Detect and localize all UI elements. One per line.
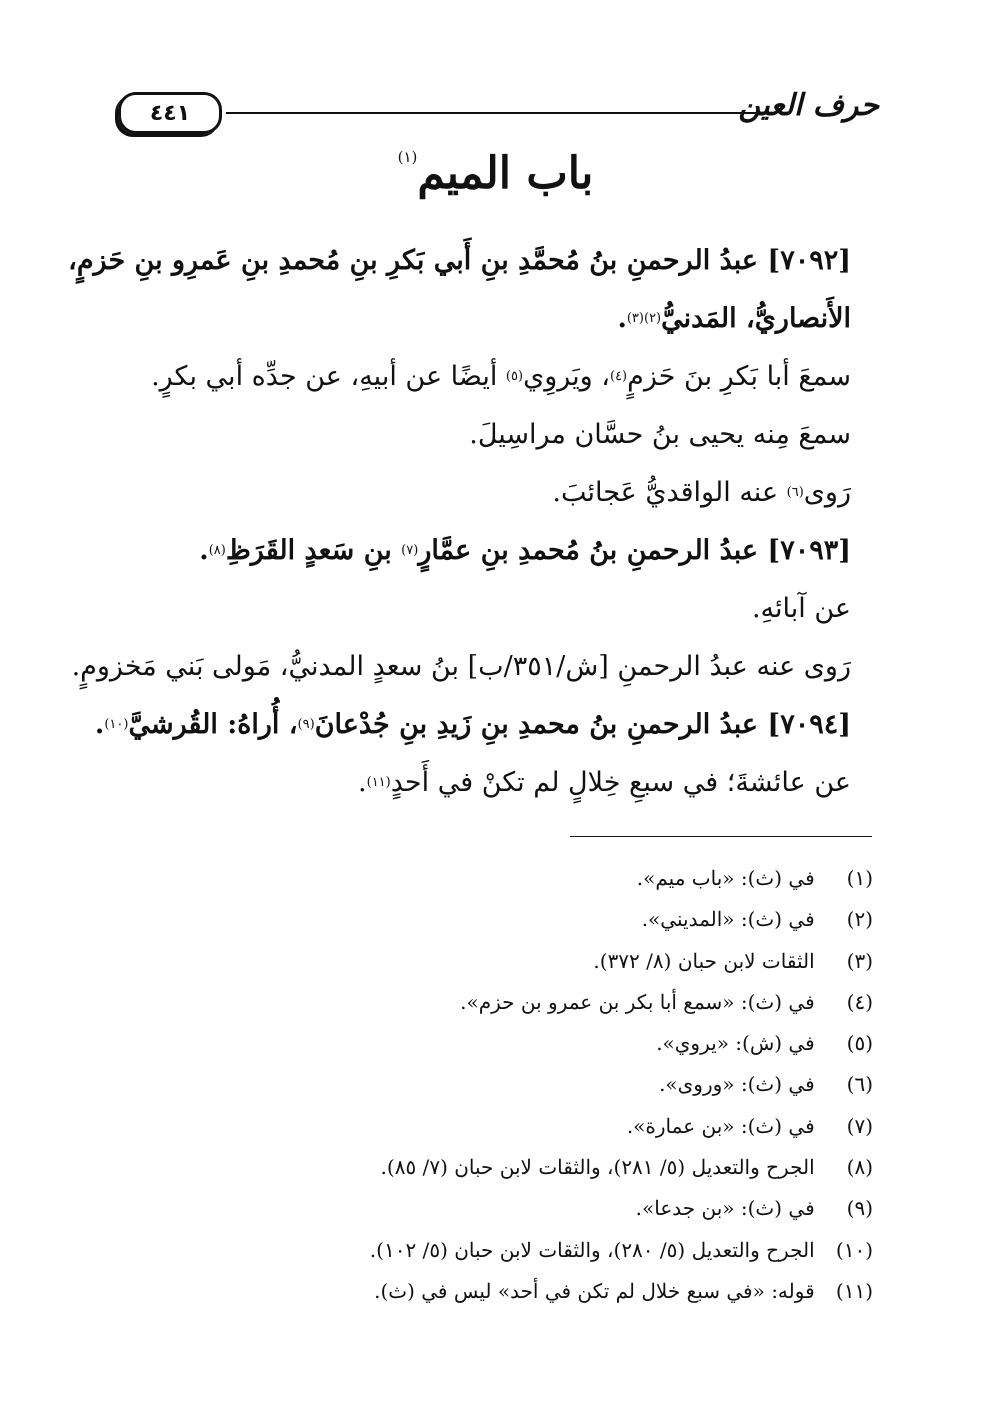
chapter-title-text: باب الميم — [417, 148, 594, 199]
running-header — [118, 88, 879, 138]
entry-7093-para-1: عن آبائهِ. — [751, 593, 851, 624]
page-number: ٤٤١ — [149, 100, 191, 126]
footnote — [142, 1188, 873, 1229]
entry-7092-heading-cont — [142, 290, 851, 348]
footnote-number: (١٠) — [835, 1237, 873, 1262]
entry-text: أيضًا عن أبيهِ، عن جدِّه أبي بكرٍ. — [151, 361, 506, 392]
footnote-ref: (٢)(٣) — [626, 311, 662, 326]
footnote-text: في (ث): «سمع أبا بكر بن عمرو بن حزم». — [460, 989, 815, 1014]
entry-7092-para-3 — [142, 464, 851, 522]
footnote-number: (٨) — [846, 1155, 873, 1180]
footnote — [142, 1271, 873, 1312]
footnote-ref: (٩) — [297, 717, 315, 732]
entry-text: [٧٠٩٤] عبدُ الرحمنِ بنُ محمدِ بنِ زَيدِ بنِ جُدْعانَ — [314, 709, 851, 740]
entry-text: . — [358, 767, 367, 798]
footnote-number: (٣) — [846, 948, 873, 973]
footnote-number: (٢) — [846, 907, 873, 932]
footnote-text: في (ث): «بن عمارة». — [626, 1113, 815, 1138]
entry-7094-para-1 — [142, 754, 851, 812]
chapter-title — [0, 148, 991, 199]
footnote-text: الجرح والتعديل (٥/ ٢٨١)، والثقات لابن حبان (٧/ ٨٥). — [380, 1155, 815, 1180]
entry-7094-heading — [94, 696, 851, 754]
footnote — [142, 858, 873, 899]
entry-text: . — [617, 303, 627, 334]
footnote-text: الثقات لابن حبان (٨/ ٣٧٢). — [593, 948, 815, 973]
footnotes — [142, 858, 873, 1312]
footnote-ref: (٨) — [208, 543, 226, 558]
entry-text: بنِ سَعدٍ القَرَظِ — [225, 535, 402, 566]
footnote-number: (٩) — [846, 1196, 873, 1221]
footnote-ref: (٧) — [401, 543, 419, 558]
entry-text: عنه الواقديُّ عَجائبَ. — [552, 477, 787, 508]
footnote-separator — [570, 836, 872, 837]
footnote-text: الجرح والتعديل (٥/ ٢٨٠)، والثقات لابن حبان (٥/ ١٠٢). — [369, 1237, 815, 1262]
footnote-ref: (٦) — [786, 485, 804, 500]
entry-7092-para-1 — [142, 348, 851, 406]
footnote — [142, 899, 873, 940]
footnote-ref: (١٠) — [104, 717, 129, 732]
header-rule — [226, 112, 759, 114]
footnote-text: في (ث): «المديني». — [641, 907, 815, 932]
footnote-text: قوله: «في سبع خلال لم تكن في أحد» ليس في (ث). — [374, 1278, 815, 1303]
footnote — [142, 1023, 873, 1064]
footnote-number: (٦) — [846, 1072, 873, 1097]
footnote — [142, 1064, 873, 1105]
footnote-text: في (ش): «يروي». — [656, 1031, 815, 1056]
footnote-number: (٤) — [846, 989, 873, 1014]
entry-text: رَوى — [803, 477, 851, 508]
footnote-ref: (٥) — [505, 369, 524, 384]
entry-text: . — [94, 709, 105, 740]
entry-7093-heading — [142, 522, 851, 580]
footnote-number: (١١) — [835, 1278, 873, 1303]
footnote-ref: (١١) — [366, 775, 391, 790]
entry-text: ، ويَروِي — [523, 361, 610, 392]
footnote — [142, 941, 873, 982]
footnote — [142, 1106, 873, 1147]
footnote-ref: (١) — [397, 148, 418, 166]
entry-text: ، أُراهُ: القُرشيَّ — [128, 709, 298, 740]
footnote-text: في (ث): «وروى». — [659, 1072, 815, 1097]
footnote — [142, 982, 873, 1023]
footnote-text: في (ث): «بن جدعا». — [635, 1196, 815, 1221]
page-number-badge — [118, 92, 222, 134]
entry-7092-heading: [٧٠٩٢] عبدُ الرحمنِ بنُ مُحمَّدِ بنِ أَبي بَكرِ بنِ مُحمدِ بنِ عَمرِو بنِ حَزمٍ، — [68, 245, 851, 276]
entry-text: . — [199, 535, 209, 566]
entry-text: عن عائشةَ؛ في سبعِ خِلالٍ لم تكنْ في أَحدٍ — [390, 767, 851, 798]
running-title: حرف العين — [738, 88, 879, 123]
footnote-number: (٧) — [846, 1113, 873, 1138]
entry-text: [٧٠٩٣] عبدُ الرحمنِ بنُ مُحمدِ بنِ عمَّارٍ — [418, 535, 851, 566]
entry-text: الأَنصاريُّ، المَدنيُّ — [661, 303, 851, 334]
entry-7092-para-2: سمعَ مِنه يحيى بنُ حسَّان مراسِيلَ. — [469, 419, 851, 450]
entry-7093-para-2: رَوى عنه عبدُ الرحمنِ [ش/٣٥١/ب] بنُ سعدٍ المدنيُّ، مَولى بَني مَخزومٍ. — [71, 651, 851, 682]
footnote-ref: (٤) — [609, 369, 628, 384]
footnote-number: (٥) — [846, 1031, 873, 1056]
entry-text: سمعَ أبا بَكرِ بنَ حَزمٍ — [627, 361, 851, 392]
footnote-number: (١) — [846, 866, 873, 890]
footnote-text: في (ث): «باب ميم». — [636, 866, 815, 890]
main-text — [68, 232, 851, 812]
footnote — [142, 1147, 873, 1188]
footnote — [142, 1230, 873, 1271]
